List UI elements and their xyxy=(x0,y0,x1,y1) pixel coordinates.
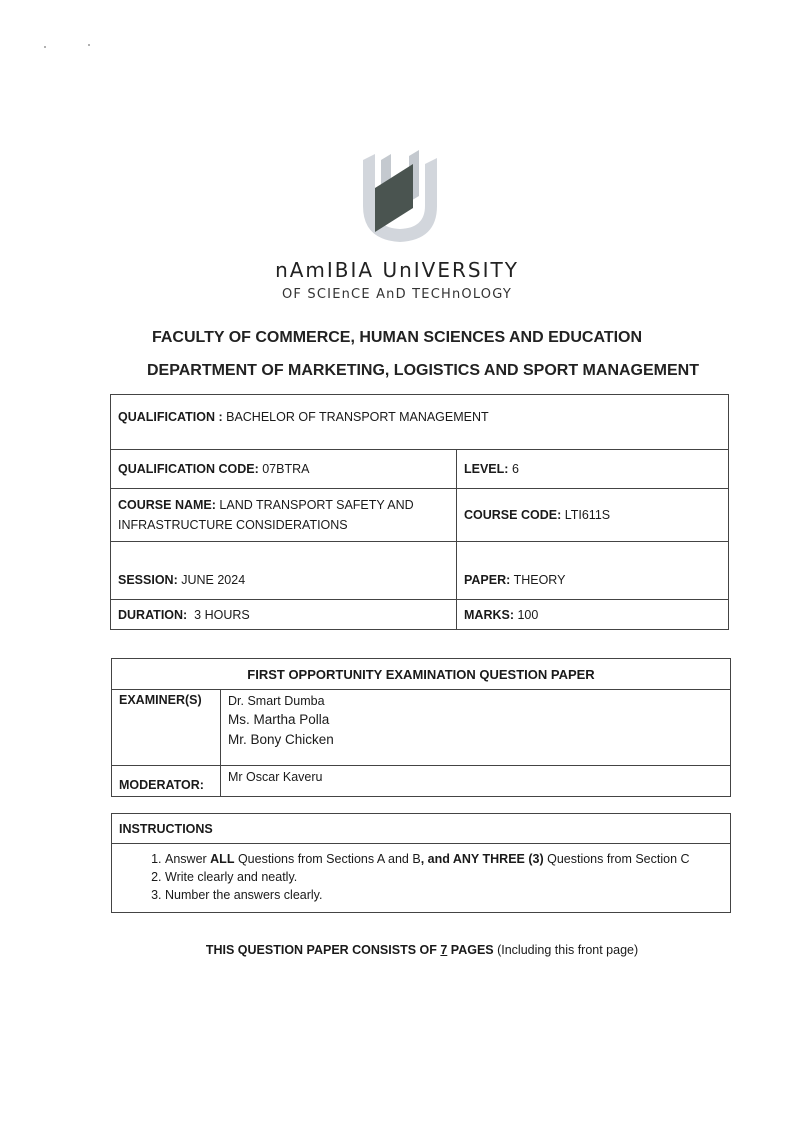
examiners-cell xyxy=(221,690,731,766)
session-label: SESSION: xyxy=(118,573,178,587)
moderator-label: MODERATOR: xyxy=(112,766,221,797)
course-code-label: COURSE CODE: xyxy=(464,508,562,522)
university-subtitle: OF SCIEnCE AnD TECHnOLOGY xyxy=(281,287,512,302)
qualification-code-label: QUALIFICATION CODE: xyxy=(118,462,259,476)
course-name-cell xyxy=(111,489,457,542)
level-cell xyxy=(457,450,729,489)
marks-value: 100 xyxy=(517,607,539,622)
scan-speck xyxy=(44,46,46,48)
duration-value: 3 HOURS xyxy=(194,607,250,622)
qualification-value: BACHELOR OF TRANSPORT MANAGEMENT xyxy=(226,410,489,424)
instruction-item xyxy=(165,850,730,868)
qualification-cell xyxy=(111,395,729,450)
examiner-name: Dr. Smart Dumba xyxy=(228,694,325,708)
course-code-cell xyxy=(457,489,729,542)
course-code-value: LTI611S xyxy=(564,508,611,522)
level-label: LEVEL: xyxy=(464,462,509,476)
examiners-label: EXAMINER(S) xyxy=(112,690,221,766)
faculty-heading: FACULTY OF COMMERCE, HUMAN SCIENCES AND EDUCATION xyxy=(151,329,643,346)
footer-pages: PAGES xyxy=(447,943,494,957)
level-value: 6 xyxy=(511,462,519,476)
paper-value: THEORY xyxy=(513,573,566,587)
instruction-text: Questions from Section C xyxy=(543,852,690,866)
duration-label: DURATION: xyxy=(118,607,188,622)
footer-pre: THIS QUESTION PAPER CONSISTS OF xyxy=(205,943,441,957)
session-cell xyxy=(111,542,457,600)
instruction-item: 3. Number the answers clearly. xyxy=(165,886,730,904)
course-name-value: LAND TRANSPORT SAFETY AND INFRASTRUCTURE CONSIDERATIONS xyxy=(118,498,414,532)
university-name: nAmIBIA UnIVERSITY xyxy=(275,258,519,282)
exam-title: FIRST OPPORTUNITY EXAMINATION QUESTION PAPER xyxy=(112,659,731,690)
course-name-label: COURSE NAME: xyxy=(118,498,216,512)
instruction-item: 2. Write clearly and neatly. xyxy=(165,868,730,886)
examination-table xyxy=(111,658,731,797)
qualification-table xyxy=(110,394,729,630)
examiner-name: Mr. Bony Chicken xyxy=(228,732,334,747)
examiner-name: Ms. Martha Polla xyxy=(228,712,330,727)
session-value: JUNE 2024 xyxy=(181,573,246,587)
paper-label: PAPER: xyxy=(464,573,511,587)
instructions-list-cell xyxy=(112,844,731,913)
page-count-note xyxy=(0,943,794,957)
moderator-name: Mr Oscar Kaveru xyxy=(221,766,731,797)
duration-cell xyxy=(111,600,457,630)
university-logo xyxy=(355,150,445,246)
marks-label: MARKS: xyxy=(464,607,514,622)
instructions-list xyxy=(112,850,730,904)
department-heading: DEPARTMENT OF MARKETING, LOGISTICS AND SPORT MANAGEMENT xyxy=(147,362,699,379)
scan-speck xyxy=(88,44,90,46)
qualification-code-value: 07BTRA xyxy=(262,462,310,476)
instructions-table xyxy=(111,813,731,913)
paper-cell xyxy=(457,542,729,600)
instructions-title: INSTRUCTIONS xyxy=(112,814,731,844)
instruction-emphasis: , and ANY THREE (3) xyxy=(420,852,544,866)
instruction-text: Questions from Sections A and B xyxy=(234,852,421,866)
instruction-emphasis: ALL xyxy=(210,852,235,866)
page-count: 7 xyxy=(440,943,448,957)
footer-post: (Including this front page) xyxy=(493,943,639,957)
marks-cell xyxy=(457,600,729,630)
qualification-code-cell xyxy=(111,450,457,489)
instruction-text: Answer xyxy=(165,852,211,866)
qualification-label: QUALIFICATION : xyxy=(118,410,223,424)
